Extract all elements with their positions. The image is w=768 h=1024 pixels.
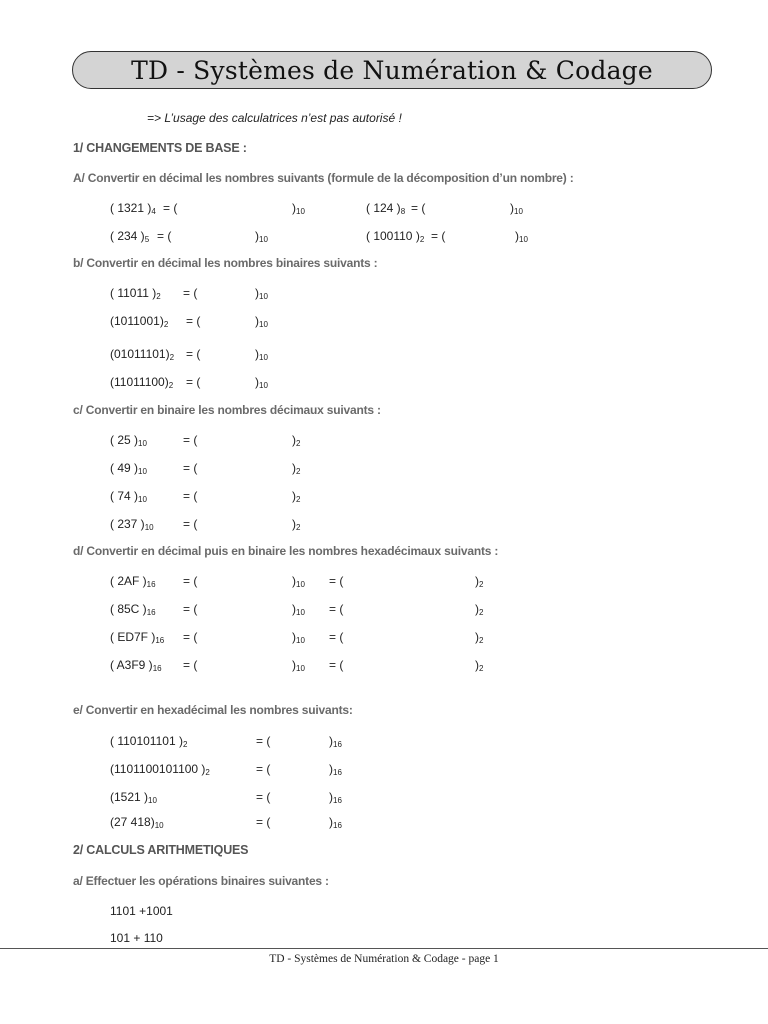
exercise-c4-eq: = ( xyxy=(183,517,198,531)
exercise-d4-eq: = ( xyxy=(183,658,198,672)
exercise-b2-eq: = ( xyxy=(186,314,201,328)
part-e-instruction: e/ Convertir en hexadécimal les nombres suivants: xyxy=(73,703,353,717)
exercise-d1-eq: = ( xyxy=(183,574,198,588)
exercise-d1-mid: )$_{10}$ xyxy=(292,574,305,589)
exercise-b4-rhs: )$_{10}$ xyxy=(255,375,268,390)
exercise-d4-mid: )$_{10}$ xyxy=(292,658,305,673)
exercise-c3-lhs: ( 74 )$_{10}$ xyxy=(110,489,147,504)
exercise-e4-lhs: (27 $418)_{10}$ xyxy=(110,815,164,830)
exercise-d2-mid: )$_{10}$ xyxy=(292,602,305,617)
exercise-e1-eq: = ( xyxy=(256,734,271,748)
exercise-d4-lhs: ( A3F9 )$_{16}$ xyxy=(110,658,162,673)
exercise-e2-rhs: )$_{16}$ xyxy=(329,762,342,777)
binary-operation-2: 101 + 110 xyxy=(110,931,163,945)
section1-heading: 1/ CHANGEMENTS DE BASE : xyxy=(73,141,247,155)
exercise-c1-lhs: ( 25 )$_{10}$ xyxy=(110,433,147,448)
exercise-c3-rhs: )$_2$ xyxy=(292,489,301,504)
exercise-b3-lhs: $(01011101)_2$ xyxy=(110,347,175,362)
title-banner xyxy=(72,51,712,89)
exercise-d3-rhs: )$_2$ xyxy=(475,630,484,645)
part-c-instruction: c/ Convertir en binaire les nombres décimaux suivants : xyxy=(73,403,381,417)
exercise-a3-rhs: )$_{10}$ xyxy=(255,229,268,244)
section2-a-instruction: a/ Effectuer les opérations binaires suivantes : xyxy=(73,874,329,888)
exercise-c1-rhs: )$_2$ xyxy=(292,433,301,448)
exercise-e3-rhs: )$_{16}$ xyxy=(329,790,342,805)
exercise-c4-lhs: ( 237 )$_{10}$ xyxy=(110,517,154,532)
exercise-b3-rhs: )$_{10}$ xyxy=(255,347,268,362)
part-d-instruction: d/ Convertir en décimal puis en binaire les nombres hexadécimaux suivants : xyxy=(73,544,499,558)
part-a-instruction: A/ Convertir en décimal les nombres suivants (formule de la décomposition d’un nombre) : xyxy=(73,171,574,185)
exercise-a4-rhs: )$_{10}$ xyxy=(515,229,528,244)
exercise-d4-rhs: )$_2$ xyxy=(475,658,484,673)
exercise-a3-eq: = ( xyxy=(157,229,172,243)
exercise-a1-eq: = ( xyxy=(163,201,178,215)
footer-divider xyxy=(0,948,768,949)
exercise-d2-lhs: ( 85C )$_{16}$ xyxy=(110,602,156,617)
exercise-e2-eq: = ( xyxy=(256,762,271,776)
exercise-c4-rhs: )$_2$ xyxy=(292,517,301,532)
exercise-d1-lhs: ( 2AF )$_{16}$ xyxy=(110,574,156,589)
exercise-c2-lhs: ( 49 )$_{10}$ xyxy=(110,461,147,476)
exercise-d2-rhs: )$_2$ xyxy=(475,602,484,617)
exercise-e4-eq: = ( xyxy=(256,815,271,829)
section2-heading: 2/ CALCULS ARITHMETIQUES xyxy=(73,843,249,857)
exercise-e1-rhs: )$_{16}$ xyxy=(329,734,342,749)
exercise-a4-eq: = ( xyxy=(431,229,446,243)
exercise-e4-rhs: )$_{16}$ xyxy=(329,815,342,830)
exercise-d1-eq2: = ( xyxy=(329,574,344,588)
exercise-e2-lhs: (1101100101100 )$_2$ xyxy=(110,762,210,777)
binary-operation-1: 1101 +1001 xyxy=(110,904,173,918)
exercise-b4-lhs: $(11011100)_2$ xyxy=(110,375,174,390)
exercise-d3-mid: )$_{10}$ xyxy=(292,630,305,645)
exercise-c2-eq: = ( xyxy=(183,461,198,475)
page-title: TD - Systèmes de Numération & Codage xyxy=(131,55,653,85)
part-b-instruction: b/ Convertir en décimal les nombres binaires suivants : xyxy=(73,256,378,270)
exercise-c1-eq: = ( xyxy=(183,433,198,447)
exercise-e3-eq: = ( xyxy=(256,790,271,804)
exercise-a1-lhs: ( 1321 )$_4$ xyxy=(110,201,156,216)
exercise-a2-lhs: ( 124 )$_8$ xyxy=(366,201,406,216)
exercise-b1-lhs: ( 11011 )$_2$ xyxy=(110,286,161,301)
exercise-b2-lhs: $(1011001)_2$ xyxy=(110,314,169,329)
calculator-note: => L’usage des calculatrices n’est pas autorisé ! xyxy=(147,111,402,125)
exercise-b1-eq: = ( xyxy=(183,286,198,300)
exercise-d3-eq: = ( xyxy=(183,630,198,644)
exercise-d3-lhs: ( ED7F )$_{16}$ xyxy=(110,630,165,645)
exercise-d2-eq: = ( xyxy=(183,602,198,616)
exercise-d1-rhs: )$_2$ xyxy=(475,574,484,589)
page-footer: TD - Systèmes de Numération & Codage - page 1 xyxy=(269,953,499,965)
exercise-a1-rhs: )$_{10}$ xyxy=(292,201,305,216)
exercise-e1-lhs: ( 110101101 )$_2$ xyxy=(110,734,188,749)
exercise-b4-eq: = ( xyxy=(186,375,201,389)
exercise-b3-eq: = ( xyxy=(186,347,201,361)
exercise-d4-eq2: = ( xyxy=(329,658,344,672)
exercise-e3-lhs: (1521 )$_{10}$ xyxy=(110,790,157,805)
exercise-a3-lhs: ( 234 )$_5$ xyxy=(110,229,150,244)
exercise-a2-eq: = ( xyxy=(411,201,426,215)
exercise-b2-rhs: )$_{10}$ xyxy=(255,314,268,329)
exercise-c3-eq: = ( xyxy=(183,489,198,503)
exercise-a2-rhs: )$_{10}$ xyxy=(510,201,523,216)
exercise-a4-lhs: ( 100110 )$_2$ xyxy=(366,229,425,244)
exercise-c2-rhs: )$_2$ xyxy=(292,461,301,476)
exercise-d2-eq2: = ( xyxy=(329,602,344,616)
exercise-b1-rhs: )$_{10}$ xyxy=(255,286,268,301)
exercise-d3-eq2: = ( xyxy=(329,630,344,644)
